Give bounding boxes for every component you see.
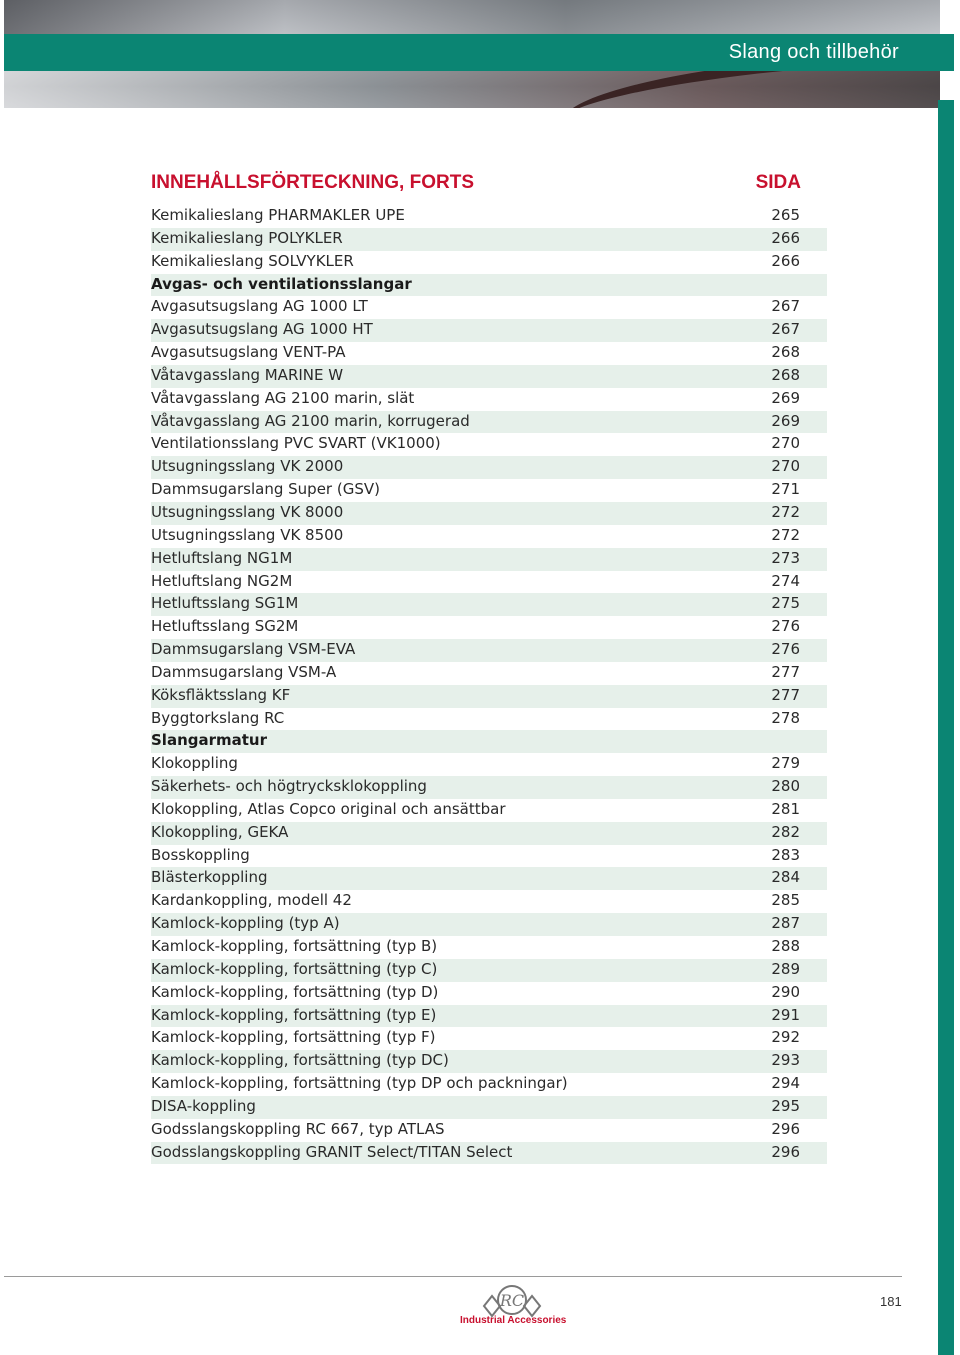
toc-row-page: 280	[771, 777, 800, 796]
toc-row-label: Hetluftsslang SG1M	[151, 594, 299, 613]
toc-row-page: 284	[771, 868, 800, 887]
toc-row-page: 285	[771, 891, 800, 910]
toc-row-page: 296	[771, 1119, 800, 1138]
toc-row	[151, 845, 827, 868]
toc-row	[151, 776, 827, 799]
toc-row-label: Kemikalieslang SOLVYKLER	[151, 251, 354, 270]
toc-row-label: Ventilationsslang PVC SVART (VK1000)	[151, 434, 441, 453]
toc-row-label: Kardankoppling, modell 42	[151, 891, 352, 910]
toc-row	[151, 365, 827, 388]
toc-row-label: Kamlock-koppling, fortsättning (typ DP och packningar)	[151, 1074, 568, 1093]
toc-row-page: 272	[771, 525, 800, 544]
toc-row-page: 270	[771, 434, 800, 453]
toc-row-page: 269	[771, 388, 800, 407]
toc-row-label: Kamlock-koppling (typ A)	[151, 914, 340, 933]
toc-row-page: 271	[771, 480, 800, 499]
toc-row-page: 272	[771, 502, 800, 521]
toc-row-label: Dammsugarslang VSM-A	[151, 662, 337, 681]
toc-row-page: 291	[771, 1005, 800, 1024]
toc-row	[151, 753, 827, 776]
toc-row	[151, 296, 827, 319]
toc-row-label: Hetluftslang NG1M	[151, 548, 293, 567]
toc-row-page: 274	[771, 571, 800, 590]
toc-row-label: Kamlock-koppling, fortsättning (typ B)	[151, 937, 438, 955]
toc-list	[151, 205, 827, 1164]
toc-row	[151, 228, 827, 251]
toc-row-page: 268	[771, 343, 800, 362]
toc-row-label: Utsugningsslang VK 8500	[151, 525, 344, 544]
section-title-bar	[4, 34, 954, 71]
toc-row-label: Klokoppling, GEKA	[151, 822, 289, 841]
toc-row-page: 282	[771, 822, 800, 841]
toc-row-label: Kamlock-koppling, fortsättning (typ F)	[151, 1028, 436, 1047]
toc-row-label: Byggtorkslang RC	[151, 708, 285, 727]
toc-row-label: Godsslangskoppling GRANIT Select/TITAN Select	[151, 1142, 513, 1161]
toc-row-page: 288	[771, 937, 800, 955]
toc-row-label: Säkerhets- och högtrycksklokoppling	[151, 777, 427, 796]
toc-row-label: Kamlock-koppling, fortsättning (typ D)	[151, 982, 439, 1001]
toc-row	[151, 639, 827, 662]
toc-section-heading	[151, 730, 827, 753]
toc-row	[151, 982, 827, 1005]
toc-row-label: Köksfläktsslang KF	[151, 685, 291, 704]
toc-row-page: 269	[771, 411, 800, 430]
toc-row	[151, 1119, 827, 1142]
toc-row-page: 275	[771, 594, 800, 613]
toc-row	[151, 1142, 827, 1165]
toc-row	[151, 433, 827, 456]
toc-row-label: DISA-koppling	[151, 1096, 256, 1115]
toc-row	[151, 456, 827, 479]
toc-row-label: Utsugningsslang VK 8000	[151, 502, 344, 521]
toc-header	[151, 172, 801, 198]
toc-row-page: 277	[771, 662, 800, 681]
toc-row	[151, 548, 827, 571]
toc-row	[151, 1096, 827, 1119]
toc-row-label: Dammsugarslang Super (GSV)	[151, 480, 380, 499]
toc-row-page: 279	[771, 754, 800, 773]
side-accent-stripe	[938, 100, 954, 1355]
toc-row-label: Godsslangskoppling RC 667, typ ATLAS	[151, 1119, 445, 1138]
toc-row-label: Avgasutsugslang AG 1000 HT	[151, 320, 373, 339]
toc-row	[151, 251, 827, 274]
toc-row-page: 273	[771, 548, 800, 567]
logo-brand-text: Industrial Accessories	[460, 1315, 567, 1326]
toc-row-page: 270	[771, 457, 800, 476]
toc-row-label: Blästerkoppling	[151, 868, 268, 887]
toc-row	[151, 662, 827, 685]
toc-row-label: Kamlock-koppling, fortsättning (typ C)	[151, 959, 438, 978]
toc-row-label: Våtavgasslang MARINE W	[151, 365, 344, 384]
toc-row-page: 266	[771, 228, 800, 247]
toc-row	[151, 1073, 827, 1096]
toc-row-label: Våtavgasslang AG 2100 marin, slät	[151, 388, 415, 407]
toc-row-page: 267	[771, 297, 800, 316]
toc-row-page: 268	[771, 365, 800, 384]
toc-row	[151, 342, 827, 365]
toc-row	[151, 685, 827, 708]
toc-row-page: 276	[771, 640, 800, 659]
footer-divider	[4, 1276, 902, 1277]
rc-logo-icon	[478, 1282, 546, 1318]
toc-row-page: 278	[771, 708, 800, 727]
toc-row-page: 281	[771, 799, 800, 818]
toc-row	[151, 799, 827, 822]
footer-logo	[460, 1282, 567, 1332]
page-number: 181	[880, 1294, 902, 1309]
toc-row	[151, 708, 827, 731]
toc-row-page: 289	[771, 959, 800, 978]
toc-row-page: 283	[771, 845, 800, 864]
toc-title: INNEHÅLLSFÖRTECKNING, FORTS	[151, 172, 474, 193]
toc-row-label: Avgas- och ventilationsslangar	[151, 274, 412, 293]
toc-row	[151, 1050, 827, 1073]
toc-row-page: 295	[771, 1096, 800, 1115]
toc-row	[151, 411, 827, 434]
toc-row-page: 293	[771, 1051, 800, 1070]
toc-row	[151, 571, 827, 594]
svg-text:RC: RC	[499, 1291, 525, 1310]
toc-row-label: Kemikalieslang POLYKLER	[151, 228, 343, 247]
toc-row	[151, 616, 827, 639]
toc-row	[151, 502, 827, 525]
toc-row-page: 287	[771, 914, 800, 933]
toc-row-page: 276	[771, 617, 800, 636]
toc-row-label: Våtavgasslang AG 2100 marin, korrugerad	[151, 411, 470, 430]
toc-row-page: 265	[771, 206, 800, 224]
toc-row-label: Klokoppling, Atlas Copco original och ansättbar	[151, 799, 506, 818]
toc-row-label: Slangarmatur	[151, 731, 268, 750]
toc-row-page: 296	[771, 1142, 800, 1161]
toc-row	[151, 525, 827, 548]
toc-row-page: 290	[771, 982, 800, 1001]
toc-row-label: Kamlock-koppling, fortsättning (typ E)	[151, 1005, 437, 1024]
toc-row	[151, 822, 827, 845]
toc-row-label: Utsugningsslang VK 2000	[151, 457, 344, 476]
toc-row	[151, 959, 827, 982]
toc-row	[151, 913, 827, 936]
toc-row-page: 292	[771, 1028, 800, 1047]
toc-row-label: Hetluftslang NG2M	[151, 571, 293, 590]
toc-row-page: 266	[771, 251, 800, 270]
toc-row	[151, 890, 827, 913]
toc-row-label: Dammsugarslang VSM-EVA	[151, 640, 356, 659]
toc-row-label: Avgasutsugslang AG 1000 LT	[151, 297, 368, 316]
section-title: Slang och tillbehör	[728, 41, 899, 63]
toc-row-page: 267	[771, 320, 800, 339]
toc-row	[151, 1005, 827, 1028]
toc-row-label: Klokoppling	[151, 754, 238, 773]
toc-row	[151, 479, 827, 502]
toc-row-label: Avgasutsugslang VENT-PA	[151, 343, 346, 362]
toc-row	[151, 1027, 827, 1050]
toc-row	[151, 936, 827, 959]
toc-section-heading	[151, 274, 827, 297]
toc-row-page: 294	[771, 1074, 800, 1093]
toc-row	[151, 867, 827, 890]
toc-row-label: Bosskoppling	[151, 845, 250, 864]
toc-row	[151, 205, 827, 228]
toc-page-column-label: SIDA	[755, 172, 801, 193]
toc-row-label: Kamlock-koppling, fortsättning (typ DC)	[151, 1051, 449, 1070]
toc-row-label: Hetluftsslang SG2M	[151, 617, 299, 636]
toc-row-page: 277	[771, 685, 800, 704]
toc-row	[151, 319, 827, 342]
toc-row-label: Kemikalieslang PHARMAKLER UPE	[151, 206, 405, 224]
toc-row	[151, 593, 827, 616]
toc-row	[151, 388, 827, 411]
